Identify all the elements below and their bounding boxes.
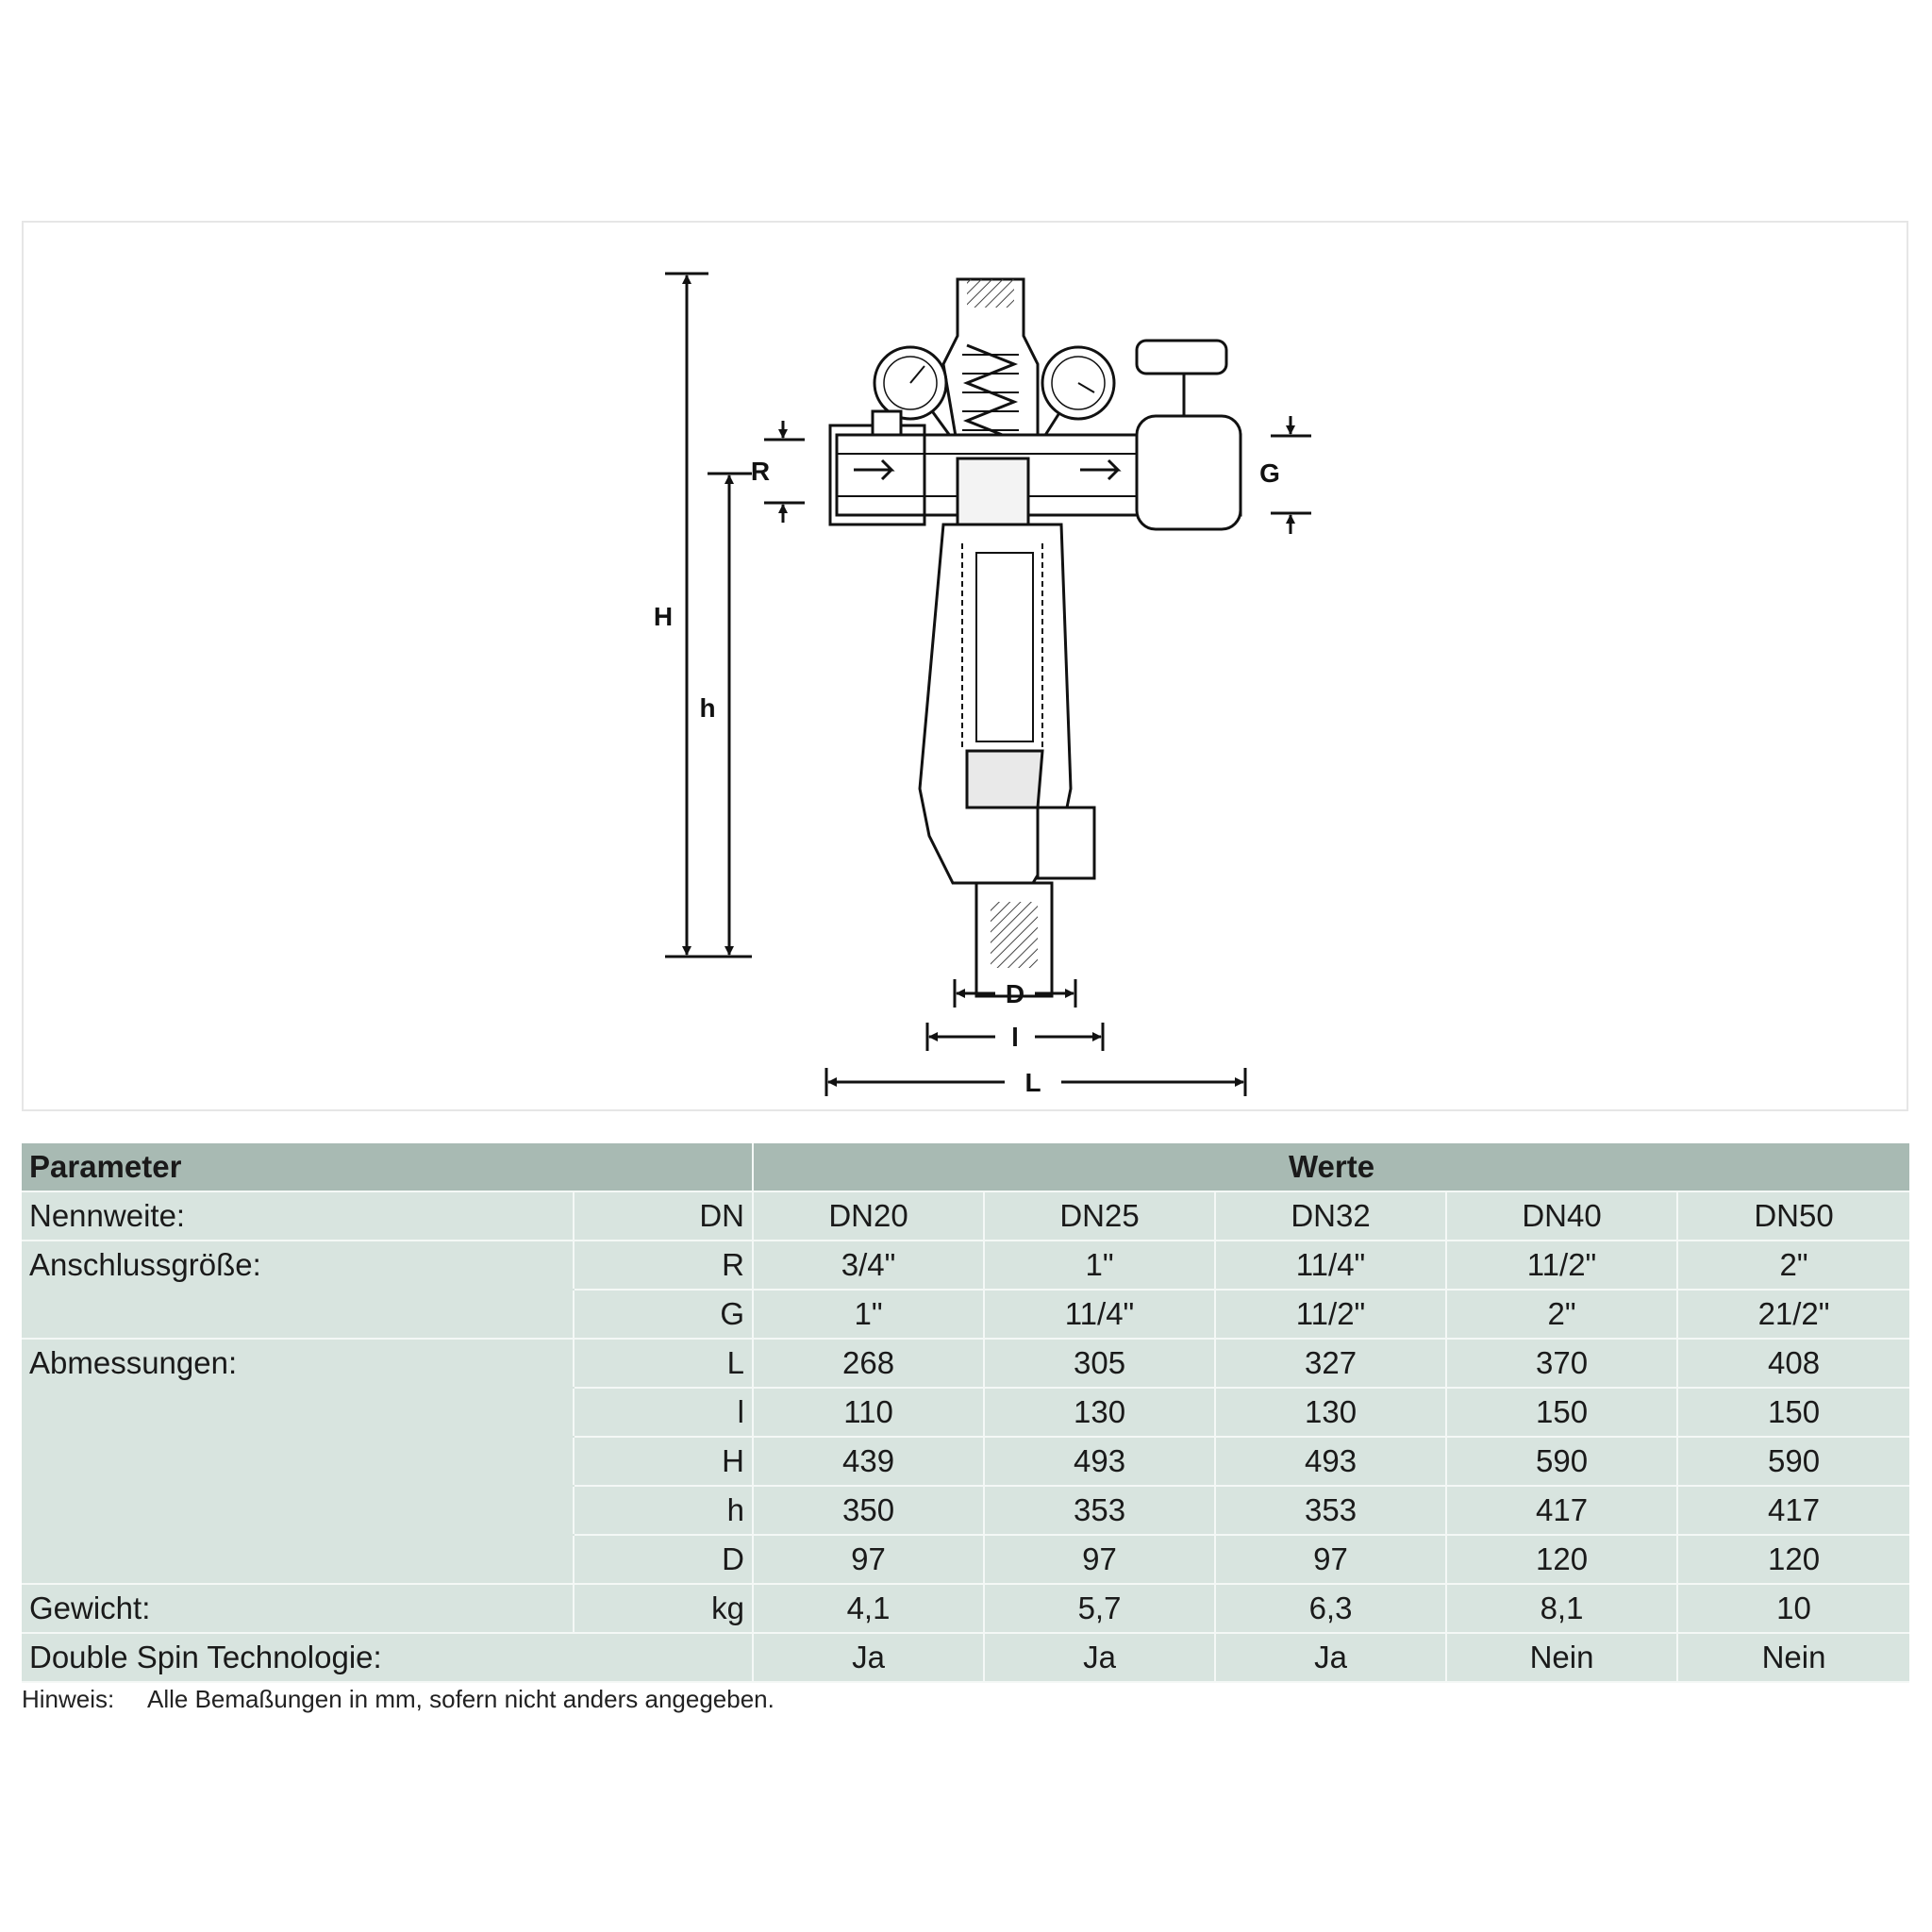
- row-unit: H: [574, 1437, 753, 1486]
- filter-drawing: [24, 223, 1910, 1113]
- row-label: Anschlussgröße:: [22, 1241, 574, 1290]
- value-cell: 11/2": [1215, 1290, 1446, 1339]
- dim-label-h: h: [699, 693, 716, 723]
- value-cell: 2": [1677, 1241, 1909, 1290]
- value-cell: 4,1: [753, 1584, 984, 1633]
- value-cell: 268: [753, 1339, 984, 1388]
- row-label: [22, 1388, 574, 1437]
- row-label: [22, 1535, 574, 1584]
- value-cell: 110: [753, 1388, 984, 1437]
- value-cell: 120: [1677, 1535, 1909, 1584]
- note-label: Hinweis:: [22, 1685, 115, 1713]
- header-parameter: Parameter: [22, 1143, 753, 1191]
- table-row: [22, 1191, 1909, 1241]
- value-cell: 150: [1677, 1388, 1909, 1437]
- value-cell: 350: [753, 1486, 984, 1535]
- row-unit: D: [574, 1535, 753, 1584]
- value-cell: 2": [1446, 1290, 1677, 1339]
- value-cell: DN25: [984, 1191, 1215, 1241]
- value-cell: 590: [1677, 1437, 1909, 1486]
- value-cell: 11/2": [1446, 1241, 1677, 1290]
- value-cell: Ja: [984, 1633, 1215, 1682]
- value-cell: 10: [1677, 1584, 1909, 1633]
- value-cell: 417: [1677, 1486, 1909, 1535]
- dim-label-R: R: [750, 457, 771, 486]
- row-unit: h: [574, 1486, 753, 1535]
- row-label: [22, 1290, 574, 1339]
- ball-valve-icon: [1137, 416, 1241, 529]
- value-cell: 97: [753, 1535, 984, 1584]
- row-unit: L: [574, 1339, 753, 1388]
- value-cell: Ja: [753, 1633, 984, 1682]
- dim-label-l: l: [1011, 1023, 1019, 1052]
- dim-label-D: D: [1005, 979, 1025, 1008]
- table-row: [22, 1535, 1909, 1584]
- value-cell: 11/4": [984, 1290, 1215, 1339]
- dim-label-H: H: [653, 602, 674, 631]
- value-cell: 327: [1215, 1339, 1446, 1388]
- value-cell: 1": [753, 1290, 984, 1339]
- value-cell: 6,3: [1215, 1584, 1446, 1633]
- value-cell: DN20: [753, 1191, 984, 1241]
- value-cell: 493: [984, 1437, 1215, 1486]
- value-cell: 3/4": [753, 1241, 984, 1290]
- row-label: Gewicht:: [22, 1584, 574, 1633]
- value-cell: 305: [984, 1339, 1215, 1388]
- row-unit: G: [574, 1290, 753, 1339]
- value-cell: DN32: [1215, 1191, 1446, 1241]
- row-label: Abmessungen:: [22, 1339, 574, 1388]
- value-cell: 590: [1446, 1437, 1677, 1486]
- technical-drawing-frame: [22, 221, 1908, 1111]
- value-cell: 130: [984, 1388, 1215, 1437]
- filter-body: [830, 279, 1241, 996]
- value-cell: DN50: [1677, 1191, 1909, 1241]
- row-unit: R: [574, 1241, 753, 1290]
- table-row: [22, 1388, 1909, 1437]
- table-row: [22, 1486, 1909, 1535]
- row-unit: l: [574, 1388, 753, 1437]
- table-row: [22, 1241, 1909, 1290]
- row-label: Double Spin Technologie:: [22, 1633, 753, 1682]
- value-cell: 8,1: [1446, 1584, 1677, 1633]
- value-cell: 370: [1446, 1339, 1677, 1388]
- table-row: [22, 1339, 1909, 1388]
- table-row: [22, 1633, 1909, 1682]
- value-cell: 439: [753, 1437, 984, 1486]
- dim-label-G: G: [1259, 458, 1280, 488]
- value-cell: 130: [1215, 1388, 1446, 1437]
- value-cell: 97: [984, 1535, 1215, 1584]
- row-unit: DN: [574, 1191, 753, 1241]
- value-cell: 97: [1215, 1535, 1446, 1584]
- value-cell: 5,7: [984, 1584, 1215, 1633]
- row-label: Nennweite:: [22, 1191, 574, 1241]
- table-row: [22, 1437, 1909, 1486]
- value-cell: 21/2": [1677, 1290, 1909, 1339]
- value-cell: 417: [1446, 1486, 1677, 1535]
- dim-label-L: L: [1024, 1068, 1041, 1097]
- value-cell: 353: [984, 1486, 1215, 1535]
- value-cell: DN40: [1446, 1191, 1677, 1241]
- row-label: [22, 1486, 574, 1535]
- value-cell: 150: [1446, 1388, 1677, 1437]
- value-cell: 353: [1215, 1486, 1446, 1535]
- table-header-row: [22, 1143, 1909, 1191]
- value-cell: Nein: [1677, 1633, 1909, 1682]
- value-cell: Ja: [1215, 1633, 1446, 1682]
- row-unit: kg: [574, 1584, 753, 1633]
- footnote: [22, 1685, 774, 1714]
- value-cell: 11/4": [1215, 1241, 1446, 1290]
- note-text: Alle Bemaßungen in mm, sofern nicht anders angegeben.: [147, 1685, 774, 1713]
- table-row: [22, 1290, 1909, 1339]
- value-cell: 408: [1677, 1339, 1909, 1388]
- value-cell: Nein: [1446, 1633, 1677, 1682]
- spec-table: [22, 1143, 1909, 1683]
- header-values: Werte: [753, 1143, 1909, 1191]
- table-row: [22, 1584, 1909, 1633]
- row-label: [22, 1437, 574, 1486]
- value-cell: 493: [1215, 1437, 1446, 1486]
- value-cell: 120: [1446, 1535, 1677, 1584]
- value-cell: 1": [984, 1241, 1215, 1290]
